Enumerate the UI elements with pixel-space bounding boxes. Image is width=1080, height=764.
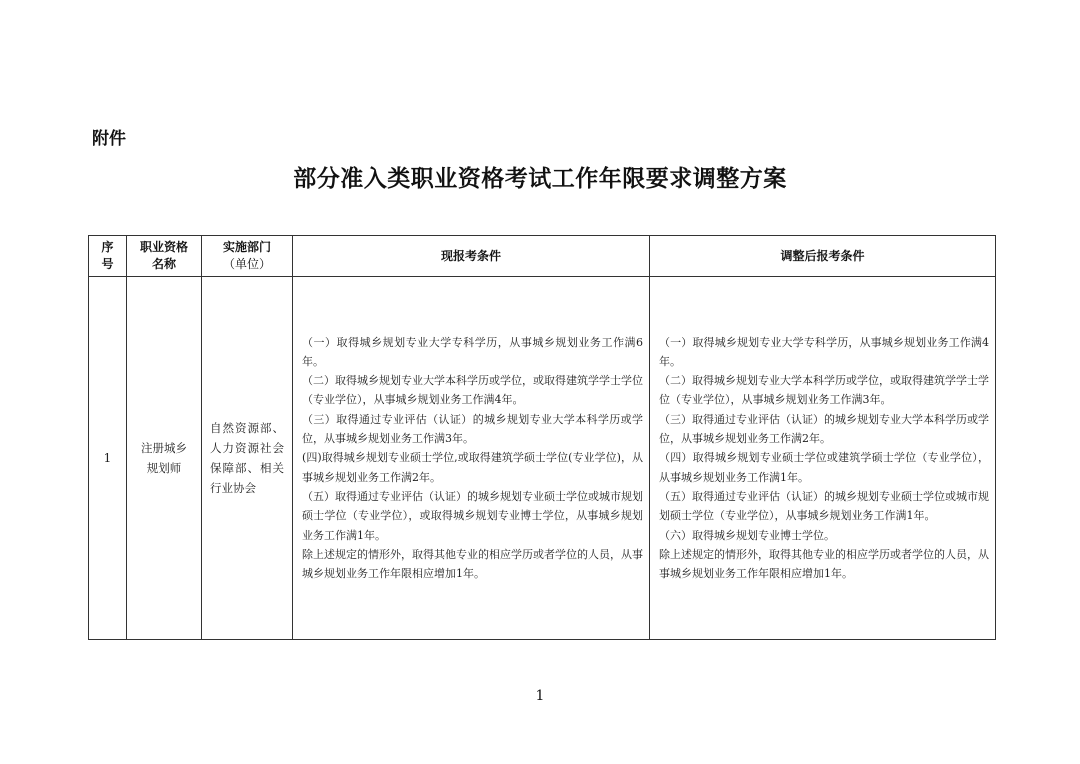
current-conditions-cell xyxy=(293,277,650,640)
adjusted-condition-item: （三）取得通过专业评估（认证）的城乡规划专业大学本科学历或学位，从事城乡规划业务工作满2年。 xyxy=(659,412,989,446)
document-title: 部分准入类职业资格考试工作年限要求调整方案 xyxy=(293,166,787,192)
current-condition-item: （五）取得通过专业评估（认证）的城乡规划专业硕士学位或城市规划硕士学位（专业学位），或取得城乡规划专业博士学位，从事城乡规划业务工作满1年。 xyxy=(302,489,643,542)
adjusted-conditions-cell xyxy=(650,277,996,640)
qualification-name-cell: 注册城乡 规划师 xyxy=(127,277,202,640)
header-serial-number: 序 号 xyxy=(89,236,127,277)
current-condition-item: （一）取得城乡规划专业大学专科学历，从事城乡规划业务工作满6年。 xyxy=(302,335,643,368)
table-row xyxy=(89,277,996,640)
header-department: 实施部门 （单位） xyxy=(202,236,293,277)
current-condition-note: 除上述规定的情形外，取得其他专业的相应学历或者学位的人员，从事城乡规划业务工作年限相应增加1年。 xyxy=(302,547,643,581)
qualification-table xyxy=(88,235,996,640)
adjusted-condition-note: 除上述规定的情形外，取得其他专业的相应学历或者学位的人员，从事城乡规划业务工作年限相应增加1年。 xyxy=(659,547,989,581)
serial-number-cell: 1 xyxy=(89,277,127,640)
current-condition-item: （二）取得城乡规划专业大学本科学历或学位，或取得建筑学学士学位（专业学位），从事城乡规划业务工作满4年。 xyxy=(302,374,643,407)
adjusted-condition-item: （二）取得城乡规划专业大学本科学历或学位，或取得建筑学学士学位（专业学位），从事城乡规划业务工作满3年。 xyxy=(659,374,989,407)
department-cell: 自然资源部、人力资源社会保障部、相关行业协会 xyxy=(202,277,293,640)
attachment-label: 附件 xyxy=(92,129,126,149)
current-condition-item: (四)取得城乡规划专业硕士学位,或取得建筑学硕士学位(专业学位)，从事城乡规划业务工作满2年。 xyxy=(302,451,643,484)
header-current-conditions: 现报考条件 xyxy=(293,236,650,277)
header-qualification-name: 职业资格 名称 xyxy=(127,236,202,277)
current-condition-item: （三）取得通过专业评估（认证）的城乡规划专业大学本科学历或学位，从事城乡规划业务工作满3年。 xyxy=(302,412,643,446)
adjusted-condition-item: （五）取得通过专业评估（认证）的城乡规划专业硕士学位或城市规划硕士学位（专业学位），从事城乡规划业务工作满1年。 xyxy=(659,489,989,523)
page-number: 1 xyxy=(535,688,545,704)
adjusted-condition-item: （四）取得城乡规划专业硕士学位或建筑学硕士学位（专业学位），从事城乡规划业务工作满1年。 xyxy=(659,451,989,484)
adjusted-condition-item: （六）取得城乡规划专业博士学位。 xyxy=(659,528,835,542)
table-header-row xyxy=(89,236,996,277)
header-adjusted-conditions: 调整后报考条件 xyxy=(650,236,996,277)
adjusted-condition-item: （一）取得城乡规划专业大学专科学历，从事城乡规划业务工作满4年。 xyxy=(659,335,989,368)
